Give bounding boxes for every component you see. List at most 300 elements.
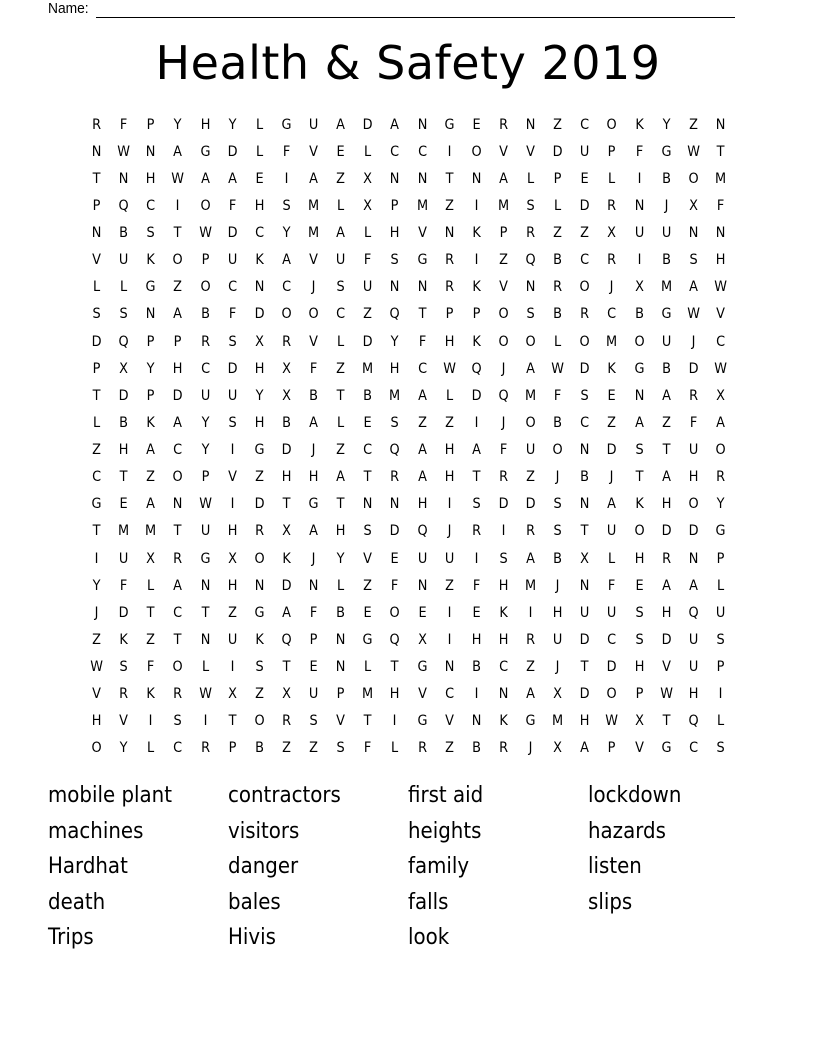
grid-letter[interactable]: S (526, 197, 535, 214)
grid-letter[interactable]: J (311, 442, 316, 459)
grid-letter[interactable]: S (390, 414, 400, 431)
grid-letter[interactable]: O (579, 333, 590, 350)
grid-letter[interactable]: H (173, 360, 183, 377)
grid-letter[interactable]: L (337, 197, 345, 214)
grid-letter[interactable]: S (92, 306, 101, 323)
grid-letter[interactable]: G (715, 523, 726, 540)
grid-letter[interactable]: G (254, 604, 265, 621)
grid-letter[interactable]: V (92, 252, 101, 269)
grid-letter[interactable]: O (199, 279, 211, 296)
grid-letter[interactable]: F (689, 414, 698, 431)
grid-letter[interactable]: M (145, 523, 157, 540)
grid-letter[interactable]: Y (228, 116, 237, 133)
grid-letter[interactable]: D (471, 387, 482, 404)
grid-letter[interactable]: D (254, 306, 265, 323)
grid-letter[interactable]: H (444, 469, 455, 486)
grid-letter[interactable]: P (174, 333, 182, 350)
grid-letter[interactable]: Z (444, 740, 454, 757)
grid-letter[interactable]: T (635, 469, 644, 486)
grid-letter[interactable]: U (607, 604, 617, 621)
grid-letter[interactable]: A (661, 387, 671, 404)
grid-letter[interactable]: Q (416, 523, 428, 540)
grid-letter[interactable]: T (580, 523, 589, 540)
grid-letter[interactable]: H (335, 523, 346, 540)
grid-letter[interactable]: K (634, 116, 644, 133)
grid-letter[interactable]: W (442, 360, 456, 377)
grid-letter[interactable]: T (146, 604, 155, 621)
grid-letter[interactable]: U (607, 523, 617, 540)
grid-letter[interactable]: D (606, 659, 617, 676)
grid-letter[interactable]: H (390, 686, 400, 703)
grid-letter[interactable]: F (309, 360, 318, 377)
grid-letter[interactable]: N (308, 577, 319, 594)
grid-letter[interactable]: O (525, 333, 536, 350)
grid-letter[interactable]: O (552, 442, 563, 459)
grid-letter[interactable]: A (309, 414, 318, 431)
grid-letter[interactable]: U (688, 659, 699, 676)
grid-letter[interactable]: H (715, 252, 726, 269)
grid-letter[interactable]: H (444, 442, 455, 459)
grid-letter[interactable]: D (579, 631, 590, 648)
grid-letter[interactable]: Z (92, 631, 101, 648)
grid-letter[interactable]: D (389, 523, 400, 540)
grid-letter[interactable]: X (363, 170, 373, 187)
grid-letter[interactable]: A (607, 496, 617, 513)
grid-letter[interactable]: R (580, 306, 590, 323)
grid-letter[interactable]: X (146, 550, 156, 567)
grid-letter[interactable]: A (173, 306, 183, 323)
grid-letter[interactable]: W (686, 143, 700, 160)
grid-letter[interactable]: K (607, 360, 617, 377)
grid-letter[interactable]: F (119, 116, 128, 133)
grid-letter[interactable]: N (579, 496, 590, 513)
grid-letter[interactable]: H (661, 604, 672, 621)
grid-letter[interactable]: D (118, 387, 129, 404)
grid-letter[interactable]: X (634, 713, 644, 730)
grid-letter[interactable]: V (499, 279, 508, 296)
grid-letter[interactable]: P (635, 686, 643, 703)
grid-letter[interactable]: V (227, 469, 237, 486)
grid-letter[interactable]: K (499, 604, 508, 621)
grid-letter[interactable]: U (227, 631, 237, 648)
grid-letter[interactable]: V (363, 550, 373, 567)
grid-letter[interactable]: N (471, 170, 482, 187)
grid-letter[interactable]: S (580, 387, 589, 404)
grid-letter[interactable]: N (91, 225, 102, 242)
grid-letter[interactable]: Z (417, 414, 427, 431)
grid-letter[interactable]: O (688, 496, 699, 513)
grid-letter[interactable]: N (335, 631, 346, 648)
grid-letter[interactable]: U (200, 387, 210, 404)
grid-letter[interactable]: O (308, 306, 319, 323)
grid-letter[interactable]: M (552, 713, 564, 730)
grid-letter[interactable]: Z (227, 604, 237, 621)
grid-letter[interactable]: D (661, 523, 672, 540)
grid-letter[interactable]: B (119, 414, 129, 431)
grid-letter[interactable]: D (281, 442, 292, 459)
grid-letter[interactable]: A (200, 170, 210, 187)
grid-letter[interactable]: C (200, 360, 210, 377)
grid-letter[interactable]: X (254, 333, 264, 350)
grid-letter[interactable]: B (634, 306, 644, 323)
grid-letter[interactable]: L (201, 659, 209, 676)
grid-letter[interactable]: O (199, 197, 211, 214)
grid-letter[interactable]: E (309, 659, 318, 676)
grid-letter[interactable]: D (118, 604, 129, 621)
grid-letter[interactable]: P (146, 387, 155, 404)
grid-letter[interactable]: G (200, 143, 211, 160)
grid-letter[interactable]: G (417, 659, 428, 676)
grid-letter[interactable]: P (92, 197, 101, 214)
grid-letter[interactable]: S (634, 631, 644, 648)
grid-letter[interactable]: I (284, 170, 289, 187)
grid-letter[interactable]: R (254, 523, 264, 540)
grid-letter[interactable]: U (335, 252, 346, 269)
grid-letter[interactable]: Q (471, 360, 482, 377)
grid-letter[interactable]: I (501, 523, 506, 540)
grid-letter[interactable]: X (363, 197, 373, 214)
grid-letter[interactable]: E (472, 116, 481, 133)
grid-letter[interactable]: L (554, 333, 562, 350)
grid-letter[interactable]: S (336, 740, 345, 757)
grid-letter[interactable]: S (716, 631, 725, 648)
grid-letter[interactable]: V (526, 143, 535, 160)
grid-letter[interactable]: X (553, 740, 563, 757)
grid-letter[interactable]: L (147, 577, 155, 594)
grid-letter[interactable]: Z (444, 197, 454, 214)
grid-letter[interactable]: F (309, 604, 318, 621)
grid-letter[interactable]: U (118, 550, 129, 567)
grid-letter[interactable]: T (336, 387, 345, 404)
grid-letter[interactable]: P (146, 333, 155, 350)
grid-letter[interactable]: N (390, 279, 400, 296)
grid-letter[interactable]: M (362, 686, 374, 703)
grid-letter[interactable]: Z (444, 414, 454, 431)
grid-letter[interactable]: H (634, 659, 644, 676)
grid-letter[interactable]: P (553, 170, 562, 187)
grid-letter[interactable]: P (716, 659, 725, 676)
grid-letter[interactable]: B (661, 360, 671, 377)
grid-letter[interactable]: N (417, 116, 427, 133)
grid-letter[interactable]: F (716, 197, 725, 214)
grid-letter[interactable]: N (417, 279, 427, 296)
grid-letter[interactable]: U (580, 143, 590, 160)
grid-letter[interactable]: U (552, 631, 563, 648)
grid-letter[interactable]: S (336, 279, 345, 296)
grid-letter[interactable]: N (145, 143, 156, 160)
grid-letter[interactable]: R (471, 523, 481, 540)
grid-letter[interactable]: M (416, 197, 428, 214)
grid-letter[interactable]: K (146, 686, 156, 703)
grid-letter[interactable]: N (417, 170, 427, 187)
grid-letter[interactable]: V (444, 713, 454, 730)
grid-letter[interactable]: R (498, 740, 508, 757)
grid-letter[interactable]: R (281, 333, 291, 350)
grid-letter[interactable]: G (254, 442, 265, 459)
grid-letter[interactable]: K (255, 252, 264, 269)
grid-letter[interactable]: P (336, 686, 345, 703)
grid-letter[interactable]: L (337, 577, 345, 594)
grid-letter[interactable]: S (119, 306, 128, 323)
grid-letter[interactable]: F (364, 252, 372, 269)
grid-letter[interactable]: T (580, 659, 589, 676)
grid-letter[interactable]: Y (173, 116, 182, 133)
grid-letter[interactable]: W (605, 713, 619, 730)
grid-letter[interactable]: Z (254, 686, 264, 703)
grid-letter[interactable]: V (336, 713, 346, 730)
grid-letter[interactable]: S (173, 713, 183, 730)
grid-letter[interactable]: N (417, 577, 427, 594)
grid-letter[interactable]: Z (92, 442, 101, 459)
grid-letter[interactable]: F (472, 577, 481, 594)
grid-letter[interactable]: V (499, 143, 508, 160)
grid-letter[interactable]: N (254, 279, 265, 296)
grid-letter[interactable]: M (524, 387, 537, 404)
grid-letter[interactable]: T (92, 523, 101, 540)
grid-letter[interactable]: I (474, 550, 479, 567)
grid-letter[interactable]: U (525, 442, 536, 459)
grid-letter[interactable]: V (309, 143, 318, 160)
grid-letter[interactable]: N (634, 387, 644, 404)
grid-letter[interactable]: H (634, 550, 644, 567)
grid-letter[interactable]: Z (336, 170, 346, 187)
grid-letter[interactable]: L (147, 740, 155, 757)
grid-letter[interactable]: G (362, 631, 373, 648)
grid-letter[interactable]: H (471, 631, 482, 648)
grid-letter[interactable]: S (390, 252, 400, 269)
grid-letter[interactable]: P (201, 469, 209, 486)
grid-letter[interactable]: T (363, 713, 372, 730)
grid-letter[interactable]: T (363, 469, 372, 486)
grid-letter[interactable]: C (363, 442, 373, 459)
grid-letter[interactable]: I (447, 631, 452, 648)
grid-letter[interactable]: X (417, 631, 427, 648)
grid-letter[interactable]: Y (336, 550, 345, 567)
grid-letter[interactable]: I (230, 442, 235, 459)
grid-letter[interactable]: K (634, 496, 644, 513)
grid-letter[interactable]: S (119, 659, 128, 676)
grid-letter[interactable]: I (393, 713, 397, 730)
grid-letter[interactable]: B (282, 414, 291, 431)
grid-letter[interactable]: W (686, 306, 700, 323)
grid-letter[interactable]: F (147, 659, 155, 676)
grid-letter[interactable]: D (362, 116, 373, 133)
grid-letter[interactable]: D (281, 577, 292, 594)
grid-letter[interactable]: M (362, 360, 374, 377)
grid-letter[interactable]: O (606, 116, 618, 133)
grid-letter[interactable]: L (255, 143, 263, 160)
grid-letter[interactable]: N (715, 225, 726, 242)
grid-letter[interactable]: Z (499, 252, 508, 269)
grid-letter[interactable]: Z (363, 577, 373, 594)
grid-letter[interactable]: A (526, 686, 535, 703)
grid-letter[interactable]: Q (525, 252, 536, 269)
grid-letter[interactable]: G (634, 360, 645, 377)
grid-letter[interactable]: O (688, 170, 699, 187)
grid-letter[interactable]: H (281, 469, 292, 486)
grid-letter[interactable]: M (606, 333, 618, 350)
grid-letter[interactable]: F (228, 197, 236, 214)
grid-letter[interactable]: Y (390, 333, 399, 350)
grid-letter[interactable]: T (92, 387, 101, 404)
grid-letter[interactable]: N (579, 442, 590, 459)
grid-letter[interactable]: F (364, 740, 372, 757)
grid-letter[interactable]: C (607, 306, 617, 323)
grid-letter[interactable]: A (526, 360, 535, 377)
grid-letter[interactable]: N (471, 713, 482, 730)
grid-letter[interactable]: O (389, 604, 401, 621)
grid-letter[interactable]: J (311, 550, 316, 567)
grid-letter[interactable]: T (662, 442, 671, 459)
grid-letter[interactable]: N (200, 577, 210, 594)
grid-letter[interactable]: N (200, 631, 210, 648)
grid-letter[interactable]: B (254, 740, 264, 757)
grid-letter[interactable]: V (119, 713, 129, 730)
grid-letter[interactable]: D (606, 442, 617, 459)
grid-letter[interactable]: O (172, 659, 184, 676)
grid-letter[interactable]: C (580, 414, 590, 431)
grid-letter[interactable]: I (474, 414, 479, 431)
grid-letter[interactable]: T (282, 659, 291, 676)
grid-letter[interactable]: Q (118, 333, 129, 350)
grid-letter[interactable]: C (281, 279, 291, 296)
grid-letter[interactable]: U (308, 116, 319, 133)
grid-letter[interactable]: T (201, 604, 210, 621)
grid-letter[interactable]: D (579, 360, 590, 377)
grid-letter[interactable]: U (227, 252, 237, 269)
grid-letter[interactable]: L (364, 225, 372, 242)
grid-letter[interactable]: R (553, 279, 563, 296)
grid-letter[interactable]: D (525, 496, 536, 513)
grid-letter[interactable]: S (634, 604, 644, 621)
grid-letter[interactable]: W (659, 686, 673, 703)
grid-letter[interactable]: Q (688, 604, 699, 621)
grid-letter[interactable]: X (282, 686, 291, 703)
grid-letter[interactable]: Z (553, 225, 563, 242)
grid-letter[interactable]: K (146, 252, 156, 269)
grid-letter[interactable]: T (119, 469, 128, 486)
grid-letter[interactable]: A (282, 604, 291, 621)
grid-letter[interactable]: R (661, 550, 671, 567)
grid-letter[interactable]: T (173, 523, 182, 540)
grid-letter[interactable]: S (634, 442, 644, 459)
grid-letter[interactable]: R (444, 279, 454, 296)
grid-letter[interactable]: C (92, 469, 102, 486)
grid-letter[interactable]: J (555, 469, 560, 486)
grid-letter[interactable]: C (173, 442, 183, 459)
grid-letter[interactable]: I (474, 197, 479, 214)
grid-letter[interactable]: R (688, 387, 698, 404)
grid-letter[interactable]: E (607, 387, 617, 404)
grid-letter[interactable]: S (472, 496, 481, 513)
grid-letter[interactable]: A (309, 523, 318, 540)
grid-letter[interactable]: Z (282, 740, 291, 757)
grid-letter[interactable]: G (91, 496, 102, 513)
grid-letter[interactable]: W (198, 496, 212, 513)
grid-letter[interactable]: J (94, 604, 99, 621)
grid-letter[interactable]: F (635, 143, 643, 160)
grid-letter[interactable]: G (525, 713, 536, 730)
grid-letter[interactable]: E (634, 577, 644, 594)
grid-letter[interactable]: N (498, 686, 509, 703)
grid-letter[interactable]: J (501, 414, 506, 431)
grid-letter[interactable]: R (715, 469, 725, 486)
grid-letter[interactable]: O (633, 333, 645, 350)
grid-letter[interactable]: A (173, 414, 183, 431)
grid-letter[interactable]: U (661, 225, 671, 242)
grid-letter[interactable]: U (634, 225, 644, 242)
grid-letter[interactable]: U (444, 550, 454, 567)
grid-letter[interactable]: N (254, 577, 265, 594)
grid-letter[interactable]: R (526, 225, 536, 242)
grid-letter[interactable]: T (390, 659, 399, 676)
grid-letter[interactable]: N (91, 143, 102, 160)
grid-letter[interactable]: S (499, 550, 508, 567)
grid-letter[interactable]: A (336, 225, 346, 242)
grid-letter[interactable]: W (117, 143, 131, 160)
grid-letter[interactable]: O (606, 686, 618, 703)
grid-letter[interactable]: H (227, 523, 238, 540)
grid-letter[interactable]: E (363, 414, 372, 431)
grid-letter[interactable]: R (444, 252, 454, 269)
grid-letter[interactable]: I (474, 686, 479, 703)
grid-letter[interactable]: D (172, 387, 183, 404)
grid-letter[interactable]: Z (580, 225, 590, 242)
grid-letter[interactable]: A (417, 387, 427, 404)
grid-letter[interactable]: Q (389, 631, 401, 648)
grid-letter[interactable]: R (498, 469, 508, 486)
grid-letter[interactable]: Z (254, 469, 264, 486)
grid-letter[interactable]: C (688, 740, 698, 757)
grid-letter[interactable]: T (173, 631, 182, 648)
grid-letter[interactable]: S (255, 659, 264, 676)
grid-letter[interactable]: A (688, 577, 698, 594)
grid-letter[interactable]: N (145, 306, 156, 323)
grid-letter[interactable]: Y (255, 387, 264, 404)
grid-letter[interactable]: D (579, 686, 590, 703)
grid-letter[interactable]: A (173, 577, 183, 594)
grid-letter[interactable]: X (119, 360, 129, 377)
grid-letter[interactable]: T (92, 170, 101, 187)
grid-letter[interactable]: X (282, 523, 291, 540)
grid-letter[interactable]: R (200, 333, 210, 350)
grid-letter[interactable]: Z (146, 469, 156, 486)
grid-letter[interactable]: I (474, 252, 479, 269)
grid-letter[interactable]: L (255, 116, 263, 133)
grid-letter[interactable]: I (203, 713, 207, 730)
grid-letter[interactable]: V (309, 333, 318, 350)
grid-letter[interactable]: N (634, 197, 644, 214)
grid-letter[interactable]: F (499, 442, 508, 459)
grid-letter[interactable]: O (525, 414, 536, 431)
grid-letter[interactable]: H (498, 577, 509, 594)
grid-letter[interactable]: E (363, 604, 372, 621)
grid-letter[interactable]: U (580, 604, 590, 621)
grid-letter[interactable]: S (146, 225, 155, 242)
grid-letter[interactable]: S (716, 740, 725, 757)
grid-letter[interactable]: D (498, 496, 509, 513)
grid-letter[interactable]: Y (92, 577, 101, 594)
grid-letter[interactable]: N (173, 496, 183, 513)
grid-letter[interactable]: U (363, 279, 373, 296)
grid-letter[interactable]: W (90, 659, 103, 676)
grid-letter[interactable]: A (471, 442, 481, 459)
grid-letter[interactable]: D (579, 197, 590, 214)
grid-letter[interactable]: E (336, 143, 345, 160)
grid-letter[interactable]: H (444, 333, 455, 350)
grid-letter[interactable]: O (579, 279, 590, 296)
grid-letter[interactable]: X (688, 197, 698, 214)
